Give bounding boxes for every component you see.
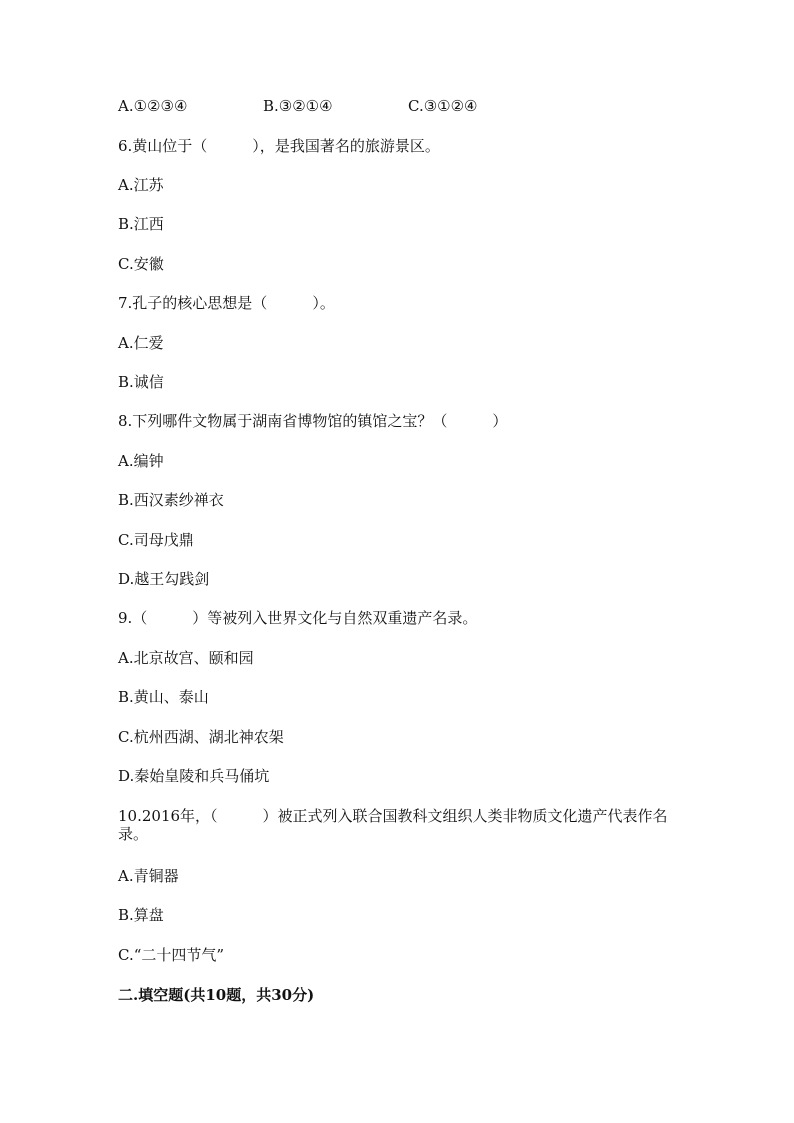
q9-option-a: A.北京故宫、颐和园 — [118, 649, 254, 667]
q6-option-b: B.江西 — [118, 215, 164, 233]
q8-option-b: B.西汉素纱禅衣 — [118, 491, 224, 509]
q10-stem: 10.2016年，（ ）被正式列入联合国教科文组织人类非物质文化遗产代表作名录。 — [118, 807, 668, 843]
q6-option-a: A.江苏 — [118, 176, 164, 194]
q7-option-a: A.仁爱 — [118, 334, 164, 352]
q8-stem: 8.下列哪件文物属于湖南省博物馆的镇馆之宝？（ ） — [118, 412, 508, 430]
q9-option-b: B.黄山、泰山 — [118, 688, 209, 706]
q10-option-b: B.算盘 — [118, 906, 164, 924]
q5-option-c: C.③①②④ — [408, 97, 478, 115]
q10-option-c: C.“二十四节气” — [118, 946, 225, 964]
q5-option-b: B.③②①④ — [263, 97, 333, 115]
q10-option-a: A.青铜器 — [118, 867, 179, 885]
q5-options-row — [118, 96, 538, 118]
q9-stem: 9.（ ）等被列入世界文化与自然双重遗产名录。 — [118, 609, 478, 627]
q9-option-d: D.秦始皇陵和兵马俑坑 — [118, 767, 270, 785]
q8-option-a: A.编钟 — [118, 452, 164, 470]
q5-option-a: A.①②③④ — [118, 97, 188, 115]
q8-option-d: D.越王勾践剑 — [118, 570, 210, 588]
q6-stem: 6.黄山位于（ ），是我国著名的旅游景区。 — [118, 137, 440, 155]
q6-option-c: C.安徽 — [118, 255, 164, 273]
section-heading-fill-in-blank: 二.填空题(共10题，共30分) — [118, 986, 315, 1004]
q9-option-c: C.杭州西湖、湖北神农架 — [118, 728, 284, 746]
q7-option-b: B.诚信 — [118, 373, 164, 391]
q7-stem: 7.孔子的核心思想是（ ）。 — [118, 294, 335, 312]
q8-option-c: C.司母戊鼎 — [118, 531, 194, 549]
